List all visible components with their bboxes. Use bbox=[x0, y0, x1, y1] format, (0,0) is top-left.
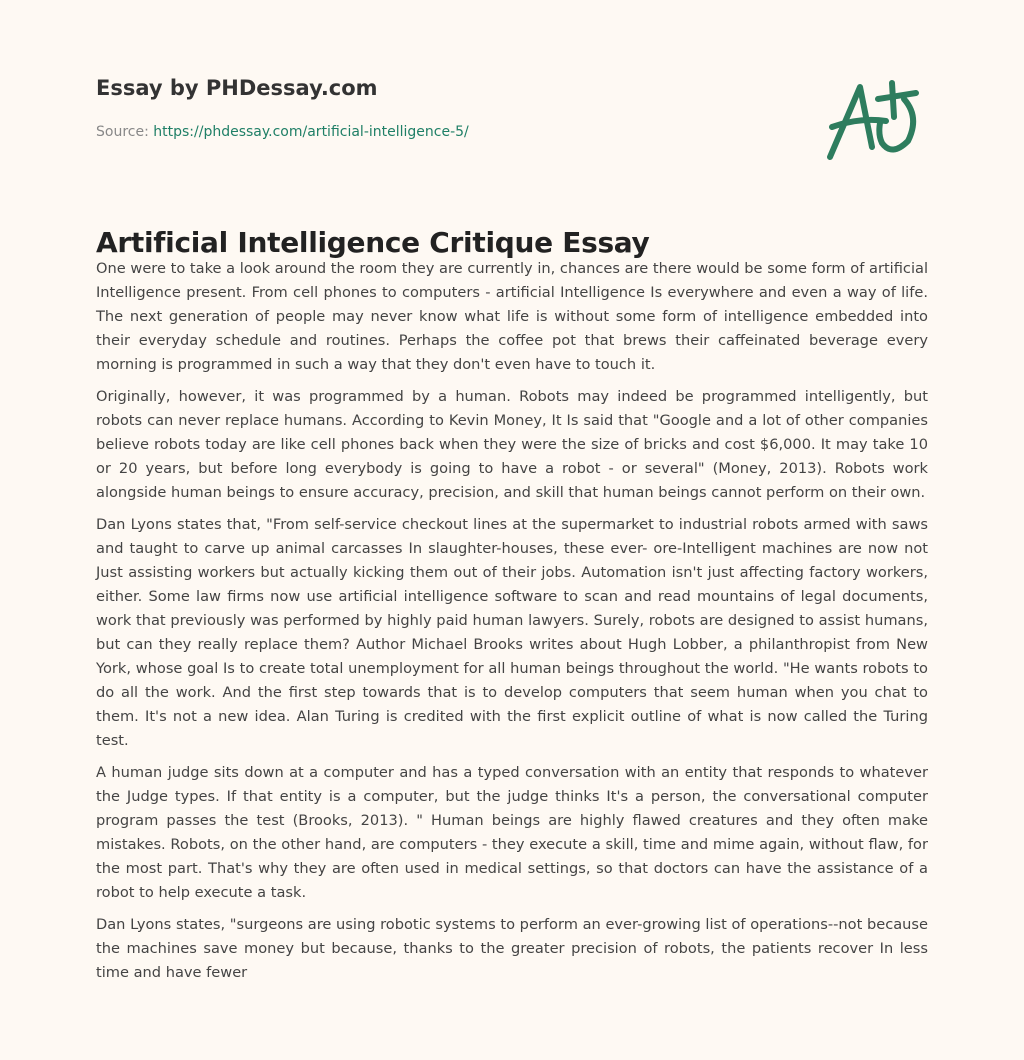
paragraph: Originally, however, it was programmed by a human. Robots may indeed be programmed intelligently, but robots can never replace humans. According to Kevin Money, It Is said that "Google and a lot of other companies believe robots today are like cell phones back when they were the size of bricks and cost $6,000. It may take 10 or 20 years, but before long everybody is going to have a robot - or several" (Money, 2013). Robots work alongside human beings to ensure accuracy, precision, and skill that human beings cannot perform on their own. bbox=[96, 388, 928, 501]
paragraph: Dan Lyons states that, "From self-service checkout lines at the supermarket to industrial robots armed with saws and taught to carve up animal carcasses In slaughter-houses, these ever- ore-Intelligent machines are now not Just assisting workers but actually kicking them out of their jobs. Automation isn't just affecting factory workers, either. Some law firms now use artificial intelligence software to scan and read mountains of legal documents, work that previously was performed by highly paid human lawyers. Surely, robots are designed to assist humans, but can they really replace them? Author Michael Brooks writes about Hugh Lobber, a philanthropist from New York, whose goal Is to create total unemployment for all human beings throughout the world. "He wants robots to do all the work. And the first step towards that is to develop computers that seem human when you chat to them. It's not a new idea. Alan Turing is credited with the first explicit outline of what is now called the Turing test. bbox=[96, 516, 928, 749]
paragraph: A human judge sits down at a computer and has a typed conversation with an entity that responds to whatever the Judge types. If that entity is a computer, but the judge thinks It's a person, the conversational computer program passes the test (Brooks, 2013). " Human beings are highly flawed creatures and they often make mistakes. Robots, on the other hand, are computers - they execute a skill, time and mime again, without flaw, for the most part. That's why they are often used in medical settings, so that doctors can have the assistance of a robot to help execute a task. bbox=[96, 764, 928, 901]
source-label: Source: bbox=[96, 124, 149, 140]
essay-body bbox=[96, 257, 928, 993]
paragraph: One were to take a look around the room they are currently in, chances are there would be some form of artificial Intelligence present. From cell phones to computers - artificial Intelligence Is everywhere and even a way of life. The next generation of people may never know what life is without some form of intelligence embedded into their everyday schedule and routines. Perhaps the coffee pot that brews their caffeinated beverage every morning is programmed in such a way that they don't even have to touch it. bbox=[96, 260, 928, 373]
source-line bbox=[96, 124, 469, 140]
a-plus-logo-icon bbox=[820, 65, 930, 165]
site-title: Essay by PHDessay.com bbox=[96, 76, 378, 100]
source-link[interactable]: https://phdessay.com/artificial-intelligence-5/ bbox=[153, 124, 469, 140]
paragraph: Dan Lyons states, "surgeons are using robotic systems to perform an ever-growing list of operations--not because the machines save money but because, thanks to the greater precision of robots, the patients recover In less time and have fewer bbox=[96, 916, 928, 981]
essay-title: Artificial Intelligence Critique Essay bbox=[96, 226, 650, 259]
